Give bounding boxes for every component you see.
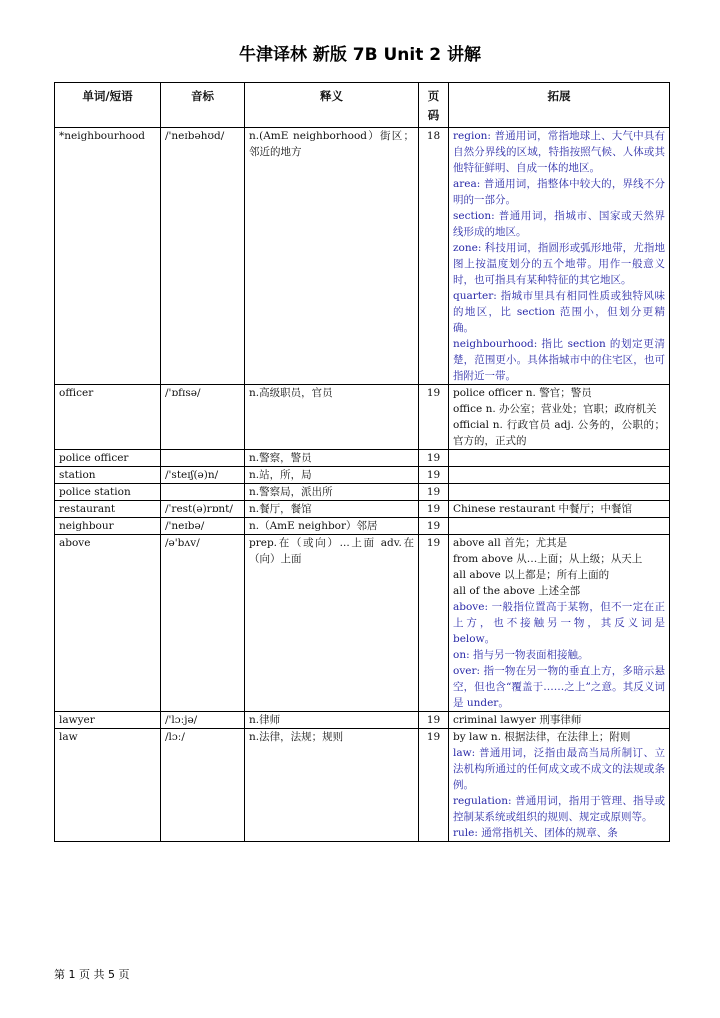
page-cell: 19 <box>419 467 449 484</box>
word-cell: officer <box>55 385 161 450</box>
phonetic-cell <box>161 450 245 467</box>
meaning-cell: n.法律，法规；规则 <box>245 729 419 842</box>
header-phonetic: 音标 <box>161 83 245 128</box>
extension-line: police officer n. 警官；警员 <box>453 387 592 399</box>
extension-line: criminal lawyer 刑事律师 <box>453 714 582 726</box>
word-cell: restaurant <box>55 501 161 518</box>
extension-line: all above 以上都是；所有上面的 <box>453 569 610 581</box>
word-cell: police officer <box>55 450 161 467</box>
meaning-cell: n.律师 <box>245 712 419 729</box>
extension-line: above: 一般指位置高于某物，但不一定在正上方，也不接触另一物，其反义词是 below。 <box>453 601 665 645</box>
meaning-cell: prep.在（或向）...上面 adv.在（向）上面 <box>245 535 419 712</box>
vocab-table <box>54 82 670 842</box>
extension-cell <box>449 518 670 535</box>
page-cell: 19 <box>419 501 449 518</box>
phonetic-cell: /'neɪbəhʊd/ <box>161 128 245 385</box>
table-row <box>55 535 670 712</box>
header-meaning: 释义 <box>245 83 419 128</box>
extension-cell <box>449 484 670 501</box>
phonetic-cell: /'steɪʃ(ə)n/ <box>161 467 245 484</box>
extension-line: on: 指与另一物表面相接触。 <box>453 649 589 661</box>
word-cell: law <box>55 729 161 842</box>
page-cell: 18 <box>419 128 449 385</box>
extension-line: all of the above 上述全部 <box>453 585 581 597</box>
extension-line: rule: 通常指机关、团体的规章、条 <box>453 827 618 839</box>
word-cell: lawyer <box>55 712 161 729</box>
page-cell: 19 <box>419 729 449 842</box>
table-row <box>55 385 670 450</box>
extension-cell <box>449 450 670 467</box>
extension-cell <box>449 128 670 385</box>
extension-line: area: 普通用词，指整体中较大的，界线不分明的一部分。 <box>453 178 665 206</box>
phonetic-cell: /'lɔːjə/ <box>161 712 245 729</box>
extension-line: law: 普通用词，泛指由最高当局所制订、立法机构所通过的任何成文或不成文的法规或条例。 <box>453 747 665 791</box>
extension-line: regulation: 普通用词，指用于管理、指导或控制某系统或组织的规则、规定或原则等。 <box>453 795 665 823</box>
meaning-cell: n.警察局，派出所 <box>245 484 419 501</box>
meaning-cell: n.高级职员，官员 <box>245 385 419 450</box>
page-title: 牛津译林 新版 7B Unit 2 讲解 <box>238 45 482 65</box>
table-row <box>55 518 670 535</box>
extension-line: office n. 办公室；营业处；官职；政府机关 <box>453 403 657 415</box>
header-page: 页码 <box>419 83 449 128</box>
extension-cell <box>449 501 670 518</box>
page-cell: 19 <box>419 450 449 467</box>
extension-line: region: 普通用词，常指地球上、大气中具有自然分界线的区域，特指按照气候、人体或其他特征鲜明、自成一体的地区。 <box>453 130 665 174</box>
extension-line: by law n. 根据法律，在法律上；附则 <box>453 731 631 743</box>
page-cell: 19 <box>419 518 449 535</box>
extension-cell <box>449 467 670 484</box>
page-cell: 19 <box>419 712 449 729</box>
table-row <box>55 729 670 842</box>
meaning-cell: n.(AmE neighborhood）街区；邻近的地方 <box>245 128 419 385</box>
word-cell: above <box>55 535 161 712</box>
extension-line: over: 指一物在另一物的垂直上方，多暗示悬空，但也含“覆盖于……之上”之意。其反义词是 under。 <box>453 665 665 709</box>
extension-line: zone: 科技用词，指圆形或弧形地带，尤指地图上按温度划分的五个地带。用作一般意义时，也可指具有某种特征的其它地区。 <box>453 242 665 286</box>
phonetic-cell: /'ɒfɪsə/ <box>161 385 245 450</box>
word-cell: neighbour <box>55 518 161 535</box>
extension-cell <box>449 712 670 729</box>
extension-line: section: 普通用词，指城市、国家或天然界线形成的地区。 <box>453 210 665 238</box>
word-cell: police station <box>55 484 161 501</box>
phonetic-cell: /lɔː/ <box>161 729 245 842</box>
extension-cell <box>449 729 670 842</box>
word-cell: station <box>55 467 161 484</box>
phonetic-cell: /ˈrest(ə)rɒnt/ <box>161 501 245 518</box>
header-extension: 拓展 <box>449 83 670 128</box>
meaning-cell: n.（AmE neighbor）邻居 <box>245 518 419 535</box>
extension-line: official n. 行政官员 adj. 公务的，公职的；官方的，正式的 <box>453 419 665 447</box>
extension-line: above all 首先；尤其是 <box>453 537 568 549</box>
page-cell: 19 <box>419 535 449 712</box>
header-word: 单词/短语 <box>55 83 161 128</box>
table-row <box>55 128 670 385</box>
table-row <box>55 450 670 467</box>
table-body <box>55 128 670 842</box>
extension-line: from above 从…上面；从上级；从天上 <box>453 553 643 565</box>
table-row <box>55 712 670 729</box>
table-row <box>55 501 670 518</box>
meaning-cell: n.警察，警员 <box>245 450 419 467</box>
extension-cell <box>449 535 670 712</box>
table-row <box>55 467 670 484</box>
page-cell: 19 <box>419 385 449 450</box>
table-row <box>55 484 670 501</box>
extension-line: neighbourhood: 指比 section 的划定更清楚，范围更小。具体指城市中的住宅区，也可指附近一带。 <box>453 338 665 382</box>
meaning-cell: n.站，所，局 <box>245 467 419 484</box>
word-cell: *neighbourhood <box>55 128 161 385</box>
page-cell: 19 <box>419 484 449 501</box>
extension-cell <box>449 385 670 450</box>
phonetic-cell <box>161 484 245 501</box>
meaning-cell: n.餐厅，餐馆 <box>245 501 419 518</box>
phonetic-cell: /'neɪbə/ <box>161 518 245 535</box>
table-header-row <box>55 83 670 128</box>
extension-line: Chinese restaurant 中餐厅；中餐馆 <box>453 503 633 515</box>
page-footer: 第 1 页 共 5 页 <box>54 968 130 981</box>
phonetic-cell: /ə'bʌv/ <box>161 535 245 712</box>
extension-line: quarter: 指城市里具有相同性质或独特风味的地区，比 section 范围小，但划分更精确。 <box>453 290 665 334</box>
